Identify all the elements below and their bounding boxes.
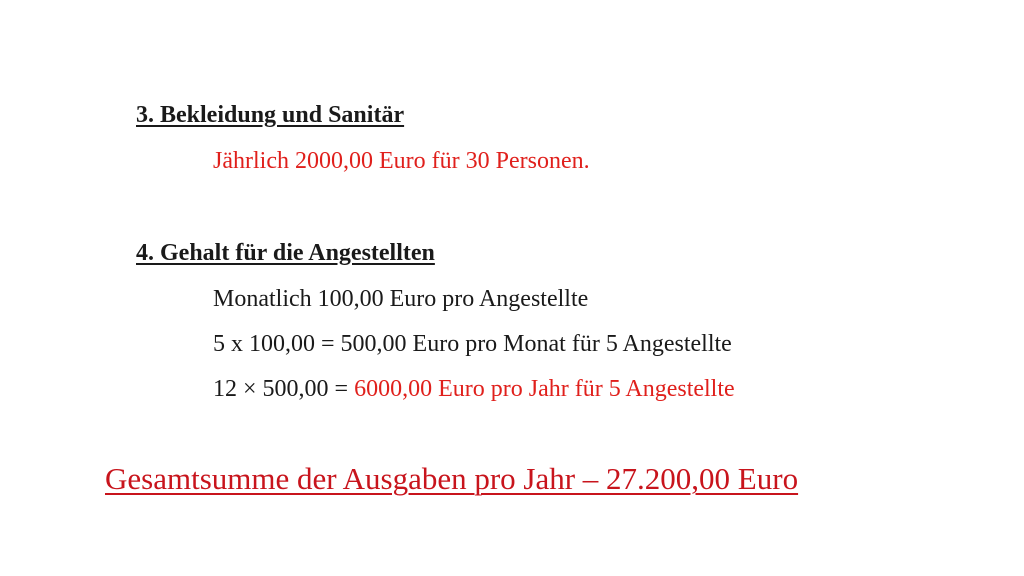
section-3-annual-amount: Jährlich 2000,00 Euro für 30 Personen. [213,148,590,174]
section-4-heading: 4. Gehalt für die Angestellten [136,240,435,266]
annual-calculation-result: 6000,00 Euro pro Jahr für 5 Angestellte [354,376,735,402]
section-3-heading: 3. Bekleidung und Sanitär [136,102,405,128]
section-4-monthly-total: 5 x 100,00 = 500,00 Euro pro Monat für 5 Angestellte [213,331,732,357]
section-4-monthly-rate: Monatlich 100,00 Euro pro Angestellte [213,286,589,312]
annual-calculation-prefix: 12 × 500,00 = [213,376,355,402]
section-4-annual-calculation [213,374,735,404]
grand-total: Gesamtsumme der Ausgaben pro Jahr – 27.200,00 Euro [105,461,799,496]
